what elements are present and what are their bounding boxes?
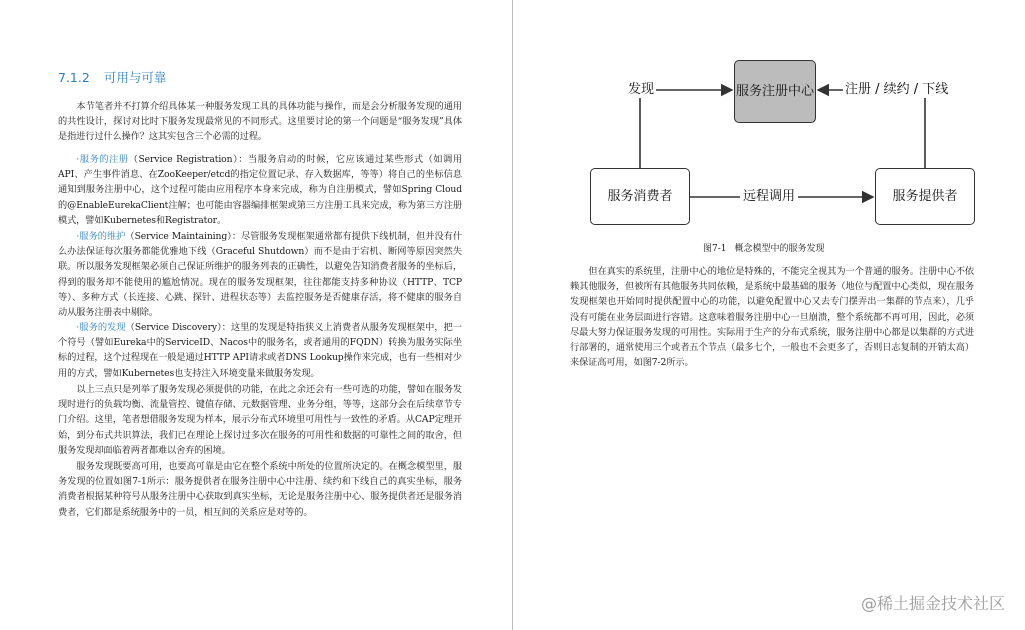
figure-number: 图7-1 xyxy=(703,244,727,254)
register-edge xyxy=(818,90,925,168)
rpc-label: 远程调用 xyxy=(740,189,798,205)
consumer-node: 服务消费者 xyxy=(590,168,690,225)
maintaining-text: （Service Maintaining）：尽管服务发现框架通常都有提供下线机制，但并没有什么办法保证每次服务都能优雅地下线（Graceful Shutdown）而不是由于宕机、断网等原因突然失联。所以服务发现框架必须自己保证所维护的服务列表的正确性，以避免告知消费者服务的坐标后，得到的服务却不能使用的尴尬情况。现在的服务发现框架，往往都能支持多种协议（HTTP、TCP等）、多种方式（长连接、心跳、探针、进程状态等）去监控服务是否健康存活，将不健康的服务自动从服务注册表中剔除。 xyxy=(58,231,462,319)
discovery-term: ·服务的发现 xyxy=(76,322,126,333)
tradeoff-text: 以上三点只是列举了服务发现必须提供的功能，在此之余还会有一些可选的功能，譬如在服务发现时进行的负载均衡、流量管控、键值存储、元数据管理、业务分组，等等，这部分会在后续章节专门介绍。这里，笔者想借服务发现为样本，展示分布式环境里可用性与一致性的矛盾。从CAP定理开始，到分布式共识算法，我们已在理论上探讨过多次在服务的可用性和数据的可靠性之间的取舍，但服务发现却面临着两者都难以舍弃的困境。 xyxy=(58,384,462,456)
discover-label: 发现 xyxy=(628,82,655,97)
maintaining-term: ·服务的维护 xyxy=(76,231,126,242)
registration-term: ·服务的注册 xyxy=(76,154,129,165)
intro-text: 本节笔者并不打算介绍具体某一种服务发现工具的具体功能与操作，而是会分析服务发现的通用的共性设计，探讨对比时下服务发现最常见的不同形式。这里要讨论的第一个问题是“服务发现”具体是指进行过什么操作？这其实包含三个必需的过程。 xyxy=(58,101,462,143)
position-text: 服务发现既要高可用，也要高可靠是由它在整个系统中所处的位置所决定的。在概念模型里，服务发现的位置如图7-1所示：服务提供者在服务注册中心中注册、续约和下线自己的真实坐标，服务消费者根据某种符号从服务注册中心获取到真实坐标，无论是服务注册中心、服务提供者还是服务消费者，它们都是系统服务中的一员，相互间的关系应是对等的。 xyxy=(58,461,462,518)
intro-paragraph xyxy=(58,99,462,145)
right-paragraph-text: 但在真实的系统里，注册中心的地位是特殊的，不能完全视其为一个普通的服务。注册中心不依赖其他服务，但被所有其他服务共同依赖，是系统中最基础的服务（地位与配置中心类似，现在服务发现框架也开始同时提供配置中心的功能，以避免配置中心又去专门摆弄出一集群的节点来），几乎没有可能在业务层面进行容错。这意味着服务注册中心一旦崩溃，整个系统都不再可用，因此，必须尽最大努力保证服务发现的可用性。实际用于生产的分布式系统，服务注册中心都是以集群的方式进行部署的，通常使用三个或者五个节点（最多七个，一般也不会更多了，否则日志复制的开销太高）来保证高可用，如图7-2所示。 xyxy=(570,266,974,369)
service-discovery-diagram xyxy=(570,58,970,230)
figure-caption xyxy=(703,241,825,254)
section-number: 7.1.2 xyxy=(58,70,90,85)
watermark: @稀土掘金技术社区 xyxy=(860,594,1005,613)
registry-node: 服务注册中心 xyxy=(734,60,816,123)
position-paragraph xyxy=(58,459,462,520)
figure-title: 概念模型中的服务发现 xyxy=(734,244,825,254)
provider-node: 服务提供者 xyxy=(875,168,975,225)
maintaining-paragraph xyxy=(58,229,462,320)
registration-paragraph xyxy=(58,152,462,228)
discover-edge xyxy=(640,90,732,168)
section-title: 可用与可靠 xyxy=(103,70,167,85)
discovery-paragraph xyxy=(58,320,462,381)
tradeoff-paragraph xyxy=(58,382,462,458)
register-label: 注册 / 续约 / 下线 xyxy=(845,82,949,97)
section-heading xyxy=(58,68,166,86)
registration-text: （Service Registration）：当服务启动的时候，它应该通过某些形式（如调用API、产生事件消息、在ZooKeeper/etcd的指定位置记录、存入数据库，等等）将自己的坐标信息通知到服务注册中心，这个过程可能由应用程序本身来完成，称为自注册模式，譬如Spring Cloud的@EnableEurekaClient注解；也可能由容器编排框架或第三方注册工具来完成，称为第三方注册模式，譬如Kubernetes和Registrator。 xyxy=(58,154,463,226)
right-paragraph xyxy=(570,264,974,370)
discovery-text: （Service Discovery）：这里的发现是特指狭义上消费者从服务发现框架中，把一个符号（譬如Eureka中的ServiceID、Nacos中的服务名，或者通用的FQDN）转换为服务实际坐标的过程，这个过程现在一般是通过HTTP API请求或者DNS Lookup操作来完成，也有一些相对少用的方式，譬如Kubernetes也支持注入环境变量来做服务发现。 xyxy=(58,322,463,379)
